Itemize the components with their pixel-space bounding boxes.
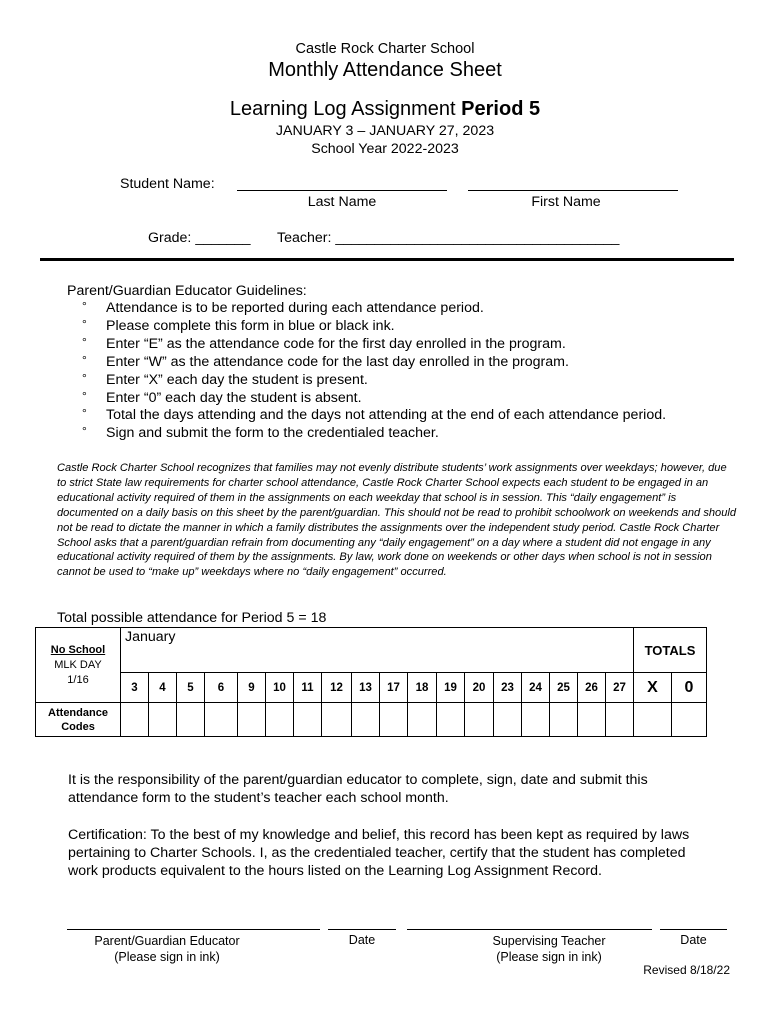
parent-note: (Please sign in ink) xyxy=(114,950,220,964)
codes-label-cell xyxy=(36,703,121,737)
code-input-cell[interactable] xyxy=(121,703,149,737)
month-header: January xyxy=(121,628,634,673)
day-cell: 19 xyxy=(437,673,465,703)
day-cell: 27 xyxy=(606,673,634,703)
last-name-field[interactable] xyxy=(237,190,447,191)
student-name-label: Student Name: xyxy=(120,176,215,192)
guideline-item xyxy=(82,425,666,443)
code-input-cell[interactable] xyxy=(522,703,550,737)
teacher-field[interactable]: Teacher: ____________________________________ xyxy=(277,230,620,246)
guideline-text: Total the days attending and the days not attending at the end of each attendance period. xyxy=(106,407,667,424)
guideline-text: Sign and submit the form to the credentialed teacher. xyxy=(106,425,439,442)
date-label-2: Date xyxy=(680,933,707,947)
bullet-icon: ° xyxy=(82,299,87,313)
guideline-item xyxy=(82,300,666,318)
day-cell: 4 xyxy=(149,673,177,703)
code-input-cell[interactable] xyxy=(465,703,494,737)
day-cell: 17 xyxy=(380,673,408,703)
code-input-cell[interactable] xyxy=(494,703,522,737)
bullet-icon: ° xyxy=(82,334,87,349)
day-cell: 11 xyxy=(294,673,322,703)
guideline-item xyxy=(82,372,666,390)
total-absent-cell[interactable] xyxy=(672,703,707,737)
parent-date-line[interactable] xyxy=(328,929,396,930)
revised-date: Revised 8/18/22 xyxy=(643,963,730,977)
no-school-cell xyxy=(36,628,121,703)
day-cell: 10 xyxy=(266,673,294,703)
no-school-label: No School xyxy=(50,643,106,656)
first-name-label: First Name xyxy=(531,194,601,210)
parent-signature-label xyxy=(67,933,267,965)
bullet-icon: ° xyxy=(82,370,87,385)
day-cell: 24 xyxy=(522,673,550,703)
code-input-cell[interactable] xyxy=(294,703,322,737)
total-present-cell[interactable] xyxy=(634,703,672,737)
code-input-cell[interactable] xyxy=(380,703,408,737)
guideline-text: Attendance is to be reported during each attendance period. xyxy=(106,300,484,316)
codes-label-line1: Attendance xyxy=(48,706,108,719)
guideline-text: Enter “0” each day the student is absent. xyxy=(106,389,362,406)
day-cell: 13 xyxy=(352,673,380,703)
first-name-field[interactable] xyxy=(468,190,678,191)
date-label-1: Date xyxy=(348,933,376,947)
date-range: JANUARY 3 – JANUARY 27, 2023 xyxy=(275,123,495,139)
responsibility-text: It is the responsibility of the parent/guardian educator to complete, sign, date and submit this attendance form to the student’s teacher each school month. xyxy=(68,772,648,806)
last-name-label: Last Name xyxy=(307,194,377,210)
no-school-reason: MLK DAY xyxy=(54,658,102,671)
no-school-date: 1/16 xyxy=(67,673,89,686)
guideline-item xyxy=(82,354,666,372)
code-input-cell[interactable] xyxy=(322,703,352,737)
code-input-cell[interactable] xyxy=(266,703,294,737)
day-cell: 23 xyxy=(494,673,522,703)
guideline-text: Enter “E” as the attendance code for the first day enrolled in the program. xyxy=(106,335,566,352)
day-row xyxy=(36,673,707,703)
assignment-title-prefix: Learning Log Assignment xyxy=(229,98,462,120)
day-cell: 5 xyxy=(177,673,205,703)
day-cell: 9 xyxy=(238,673,266,703)
bullet-icon: ° xyxy=(82,406,87,421)
day-cell: 26 xyxy=(578,673,606,703)
total-possible-attendance: Total possible attendance for Period 5 = 18 xyxy=(57,610,327,626)
attendance-table xyxy=(35,627,707,737)
guidelines-list xyxy=(82,300,666,443)
assignment-period: Period 5 xyxy=(461,98,541,120)
code-input-cell[interactable] xyxy=(149,703,177,737)
guideline-text: Enter “W” as the attendance code for the last day enrolled in the program. xyxy=(106,353,569,370)
bullet-icon: ° xyxy=(82,424,87,439)
total-absent-header: 0 xyxy=(672,673,707,703)
teacher-signature-line[interactable] xyxy=(407,929,652,930)
teacher-label: Supervising Teacher xyxy=(492,934,606,948)
code-input-cell[interactable] xyxy=(238,703,266,737)
codes-row xyxy=(36,703,707,737)
section-divider xyxy=(40,258,734,261)
certification-text: Certification: To the best of my knowledge and belief, this record has been kept as required by laws pertaining to Charter Schools. I, as the credentialed teacher, certify that the student has completed work products equivalent to the hours listed on the Learning Log Assignment Record. xyxy=(68,827,690,879)
guideline-item xyxy=(82,336,666,354)
bullet-icon: ° xyxy=(82,352,87,367)
codes-label-line2: Codes xyxy=(61,720,95,733)
page-title: Monthly Attendance Sheet xyxy=(268,59,502,81)
day-cell: 6 xyxy=(205,673,238,703)
total-present-header: X xyxy=(634,673,672,703)
policy-paragraph: Castle Rock Charter School recognizes that families may not evenly distribute students’ work assignments over weekdays; however, due to strict State law requirements for charter school attendance, Castle Rock Charter School expects each student to be engaged in an educational activity required of them in the assignments on each weekday that school is in session. This “daily engagement” is documented on a daily basis on this sheet by the parent/guardian. This should not be read to prohibit schoolwork on weekends and should not be read to dictate the manner in which a family distributes the assignments over the independent study period. Castle Rock Charter School asks that a parent/guardian refrain from documenting any “daily engagement” on a day where a student did not engage in any educational activity required of them by the assignments. By law, work done on weekends or other days when school is not in session cannot be used to “make up” weekdays where no “daily engagement” occurred. xyxy=(57,462,737,579)
school-name: Castle Rock Charter School xyxy=(295,41,475,57)
teacher-date-line[interactable] xyxy=(660,929,727,930)
code-input-cell[interactable] xyxy=(578,703,606,737)
guideline-text: Enter “X” each day the student is present. xyxy=(106,371,368,388)
guideline-item xyxy=(82,318,666,336)
guideline-item xyxy=(82,390,666,408)
parent-signature-line[interactable] xyxy=(67,929,320,930)
guidelines-heading: Parent/Guardian Educator Guidelines: xyxy=(67,283,307,299)
grade-field[interactable]: Grade: _______ xyxy=(148,230,251,246)
day-cell: 25 xyxy=(550,673,578,703)
parent-label: Parent/Guardian Educator xyxy=(94,934,240,948)
code-input-cell[interactable] xyxy=(205,703,238,737)
school-year: School Year 2022-2023 xyxy=(311,141,459,157)
code-input-cell[interactable] xyxy=(550,703,578,737)
code-input-cell[interactable] xyxy=(437,703,465,737)
assignment-title xyxy=(0,98,770,121)
guideline-item xyxy=(82,407,666,425)
code-input-cell[interactable] xyxy=(177,703,205,737)
teacher-note: (Please sign in ink) xyxy=(496,950,602,964)
bullet-icon: ° xyxy=(82,316,87,331)
day-cell: 12 xyxy=(322,673,352,703)
day-cell: 18 xyxy=(408,673,437,703)
teacher-signature-label xyxy=(449,933,649,965)
guideline-text: Please complete this form in blue or black ink. xyxy=(106,317,395,334)
code-input-cell[interactable] xyxy=(408,703,437,737)
code-input-cell[interactable] xyxy=(352,703,380,737)
day-cell: 3 xyxy=(121,673,149,703)
day-cell: 20 xyxy=(465,673,494,703)
code-input-cell[interactable] xyxy=(606,703,634,737)
totals-header: TOTALS xyxy=(634,628,707,673)
bullet-icon: ° xyxy=(82,388,87,403)
